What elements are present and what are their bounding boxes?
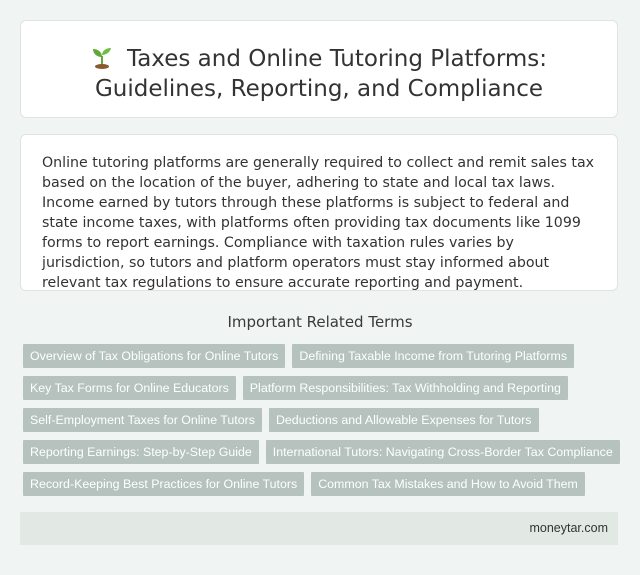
footer-site-link[interactable]: moneytar.com [529,521,608,535]
sprout-icon [91,45,113,69]
tag-row [23,408,623,432]
tag-self-employment-taxes[interactable]: Self-Employment Taxes for Online Tutors [23,408,262,432]
page-title-text-1: Taxes and Online Tutoring Platforms: [126,46,548,72]
title-card [20,20,618,118]
tag-key-tax-forms[interactable]: Key Tax Forms for Online Educators [23,376,236,400]
related-terms-heading: Important Related Terms [227,313,413,331]
summary-card [20,134,618,291]
page-title-line-1 [21,44,617,74]
tag-row [23,344,623,368]
tag-defining-taxable-income[interactable]: Defining Taxable Income from Tutoring Platforms [292,344,574,368]
tag-international-tutors[interactable]: International Tutors: Navigating Cross-Border Tax Compliance [266,440,620,464]
tag-common-tax-mistakes[interactable]: Common Tax Mistakes and How to Avoid Them [311,472,585,496]
tag-row [23,472,623,496]
tag-overview-tax-obligations[interactable]: Overview of Tax Obligations for Online Tutors [23,344,285,368]
tag-row [23,440,623,464]
page-title-line-2: Guidelines, Reporting, and Compliance [94,76,544,102]
tag-record-keeping[interactable]: Record-Keeping Best Practices for Online Tutors [23,472,304,496]
tag-row [23,376,623,400]
related-terms-list [23,344,623,504]
tag-reporting-earnings[interactable]: Reporting Earnings: Step-by-Step Guide [23,440,259,464]
tag-deductions-expenses[interactable]: Deductions and Allowable Expenses for Tutors [269,408,539,432]
footer [20,512,618,545]
tag-platform-responsibilities[interactable]: Platform Responsibilities: Tax Withholding and Reporting [243,376,568,400]
summary-text: Online tutoring platforms are generally required to collect and remit sales tax based on the location of the buyer, adhering to state and local tax laws. Income earned by tutors through these platforms is subject to federal and state income taxes, with platforms often providing tax documents like 1099 forms to report earnings. Compliance with taxation rules varies by jurisdiction, so tutors and platform operators must stay informed about relevant tax regulations to ensure accurate reporting and payment. [42,155,595,291]
